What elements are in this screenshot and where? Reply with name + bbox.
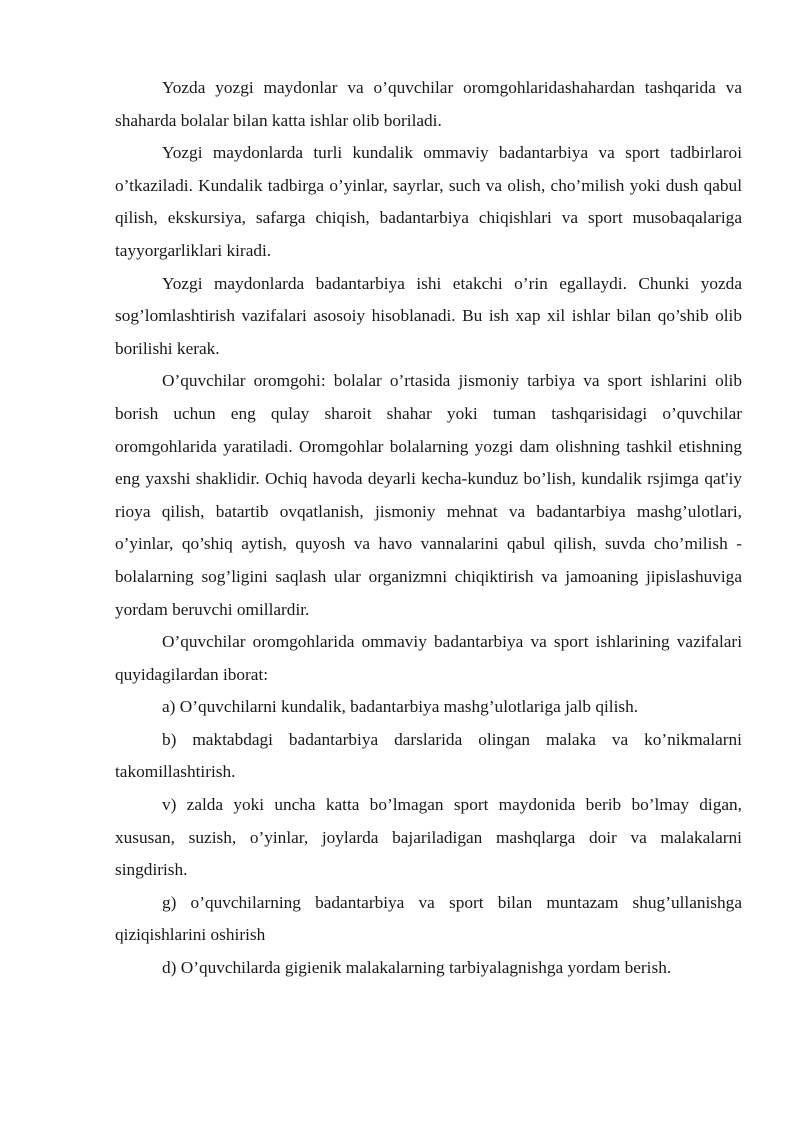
list-item-a: a) O’quvchilarni kundalik, badantarbiya mashg’ulotlariga jalb qilish. bbox=[162, 697, 639, 717]
paragraph-summer-grounds: Yozda yozgi maydonlar va o’quvchilar oromgohlaridashahardan tashqarida va shaharda bolalar bilan katta ishlar olib boriladi. bbox=[115, 78, 742, 130]
document-page bbox=[115, 72, 742, 985]
list-item-g: g) o’quvchilarning badantarbiya va sport bilan muntazam shug’ullanishga qiziqishlarini oshirish bbox=[115, 892, 742, 945]
paragraph-daily-activities: Yozgi maydonlarda turli kundalik ommaviy badantarbiya va sport tadbirlaroi o’tkaziladi. Kundalik tadbirga o’yinlar, sayrlar, such va olish, cho’milish yoki dush qabul qilish, ekskursiya, safarga chiqish, badantarbiya chiqishlari va sport musobaqalariga tayyorgarliklari kiradi. bbox=[115, 143, 742, 260]
paragraph-student-camp: O’quvchilar oromgohi: bolalar o’rtasida jismoniy tarbiya va sport ishlarini olib borish uchun eng qulay sharoit shahar yoki tuman tashqarisidagi o’quvchilar oromgohlarida yaratiladi. Oromgohlar bolalarning yozgi dam olishning tashkil etishning eng yaxshi shaklidir. Ochiq havoda deyarli kecha-kunduz bo’lish, kundalik rsjimga qat'iy rioya qilish, batartib ovqatlanish, jismoniy mehnat va badantarbiya mashg’ulotlari, o’yinlar, qo’shiq aytish, quyosh va havo vannalarini qabul qilish, suvda cho’milish - bolalarning sog’ligini saqlash ular organizmni chiqiktirish va jamoaning jipislashuviga yordam beruvchi omillardir. bbox=[115, 371, 742, 619]
list-item-v: v) zalda yoki uncha katta bo’lmagan sport maydonida berib bo’lmay digan, xususan, suzish, o’yinlar, joylarda bajariladigan mashqlarga doir va malakalarni singdirish. bbox=[115, 795, 742, 880]
paragraph-tasks-intro: O’quvchilar oromgohlarida ommaviy badantarbiya va sport ishlarining vazifalari quyidagilardan iborat: bbox=[115, 632, 742, 684]
list-item-d: d) O’quvchilarda gigienik malakalarning tarbiyalagnishga yordam berish. bbox=[162, 958, 672, 978]
list-item-b: b) maktabdagi badantarbiya darslarida olingan malaka va ko’nikmalarni takomillashtirish. bbox=[115, 729, 742, 782]
paragraph-leading-role: Yozgi maydonlarda badantarbiya ishi etakchi o’rin egallaydi. Chunki yozda sog’lomlashtirish vazifalari asosoiy hisoblanadi. Bu ish xap xil ishlar bilan qo’shib olib borilishi kerak. bbox=[115, 273, 742, 358]
